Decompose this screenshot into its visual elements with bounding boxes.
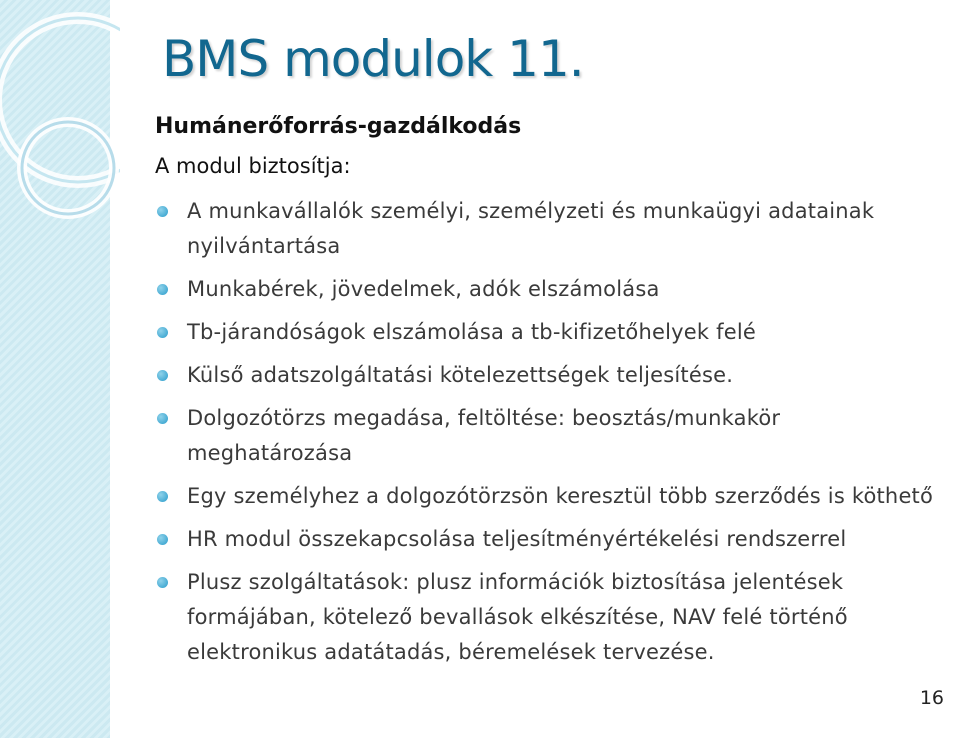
bullet-text: Egy személyhez a dolgozótörzsön keresztül több szerződés is köthető	[187, 484, 934, 508]
bullet-icon	[157, 534, 168, 545]
bullet-icon	[157, 370, 168, 381]
list-item	[155, 194, 945, 264]
list-item	[155, 479, 945, 514]
bullet-icon	[157, 491, 168, 502]
bullet-text: Plusz szolgáltatások: plusz információk biztosítása jelentések formájában, kötelező bevallások elkészítése, NAV felé történő elektronikus adatátadás, béremelések tervezése.	[187, 570, 848, 664]
bullet-text: Tb-járandóságok elszámolása a tb-kifizetőhelyek felé	[187, 320, 756, 344]
slide-title: BMS modulok 11.	[162, 30, 584, 88]
bullet-list	[155, 194, 945, 670]
list-item	[155, 272, 945, 307]
list-item	[155, 522, 945, 557]
list-item	[155, 565, 945, 670]
bullet-text: HR modul összekapcsolása teljesítményértékelési rendszerrel	[187, 527, 847, 551]
page-number: 16	[919, 687, 944, 709]
slide-content	[155, 114, 945, 678]
list-item	[155, 358, 945, 393]
list-item	[155, 315, 945, 350]
bullet-text: A munkavállalók személyi, személyzeti és munkaügyi adatainak nyilvántartása	[187, 199, 875, 258]
bullet-icon	[157, 413, 168, 424]
bullet-text: Külső adatszolgáltatási kötelezettségek teljesítése.	[187, 363, 734, 387]
bullet-icon	[157, 577, 168, 588]
bullet-icon	[157, 206, 168, 217]
bullet-text: Dolgozótörzs megadása, feltöltése: beosztás/munkakör meghatározása	[187, 406, 781, 465]
intro-text: A modul biztosítja:	[155, 154, 351, 178]
bullet-icon	[157, 327, 168, 338]
bullet-icon	[157, 284, 168, 295]
decorative-rings	[0, 0, 120, 260]
bullet-text: Munkabérek, jövedelmek, adók elszámolása	[187, 277, 660, 301]
section-heading: Humánerőforrás-gazdálkodás	[155, 114, 522, 139]
list-item	[155, 401, 945, 471]
